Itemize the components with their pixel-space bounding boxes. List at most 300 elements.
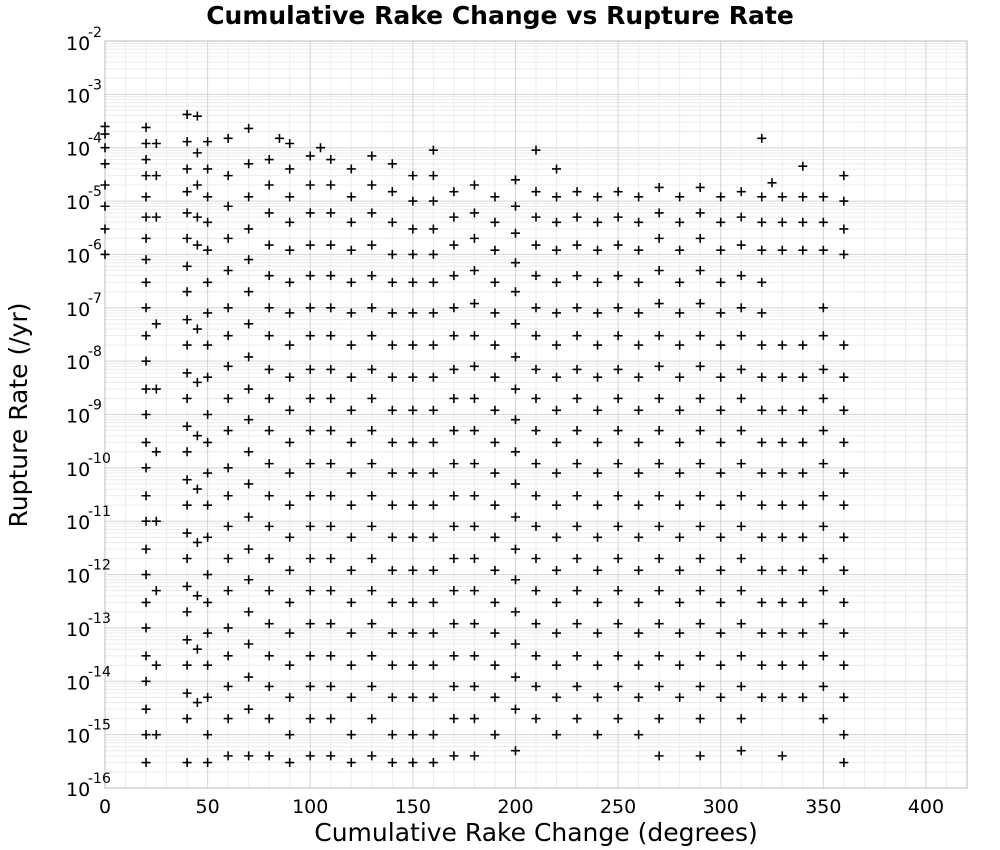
data-point (737, 241, 746, 250)
data-point (593, 218, 602, 227)
data-point (408, 730, 417, 739)
data-point (367, 271, 376, 280)
data-point (193, 213, 202, 222)
data-point (593, 661, 602, 670)
data-point (449, 303, 458, 312)
data-point (265, 651, 274, 660)
data-point (152, 447, 161, 456)
data-point (573, 303, 582, 312)
data-point (593, 373, 602, 382)
data-point (326, 394, 335, 403)
y-tick-exponent: -6 (88, 237, 102, 254)
data-point (696, 554, 705, 563)
data-point (326, 331, 335, 340)
data-point (142, 139, 151, 148)
data-point (573, 714, 582, 723)
data-point (142, 171, 151, 180)
data-point (183, 501, 192, 510)
data-point (449, 241, 458, 250)
data-point (142, 385, 151, 394)
data-point (552, 661, 561, 670)
data-point (655, 714, 664, 723)
y-tick-label (66, 131, 102, 161)
y-tick-exponent: -15 (88, 717, 111, 734)
data-point (224, 303, 233, 312)
data-point (449, 394, 458, 403)
data-point (306, 181, 315, 190)
data-point (634, 693, 643, 702)
data-point (614, 554, 623, 563)
data-point (183, 554, 192, 563)
data-point (388, 730, 397, 739)
data-point (778, 192, 787, 201)
data-point (142, 570, 151, 579)
data-point (326, 426, 335, 435)
data-point (716, 278, 725, 287)
data-point (778, 751, 787, 760)
data-point (306, 586, 315, 595)
data-point (388, 406, 397, 415)
data-point (244, 705, 253, 714)
data-point (408, 278, 417, 287)
data-point (408, 693, 417, 702)
data-point (634, 278, 643, 287)
data-point (470, 331, 479, 340)
data-point (634, 598, 643, 607)
data-point (490, 246, 499, 255)
data-point (449, 459, 458, 468)
y-tick-exponent: -7 (88, 290, 102, 307)
data-point (757, 406, 766, 415)
data-point (183, 341, 192, 350)
data-point (614, 241, 623, 250)
data-point (388, 341, 397, 350)
data-point (573, 394, 582, 403)
data-point (142, 758, 151, 767)
data-point (573, 459, 582, 468)
data-point (408, 197, 417, 206)
data-point (265, 394, 274, 403)
data-point (778, 566, 787, 575)
data-point (449, 751, 458, 760)
data-point (696, 751, 705, 760)
data-point (757, 533, 766, 542)
data-point (696, 183, 705, 192)
data-point (326, 303, 335, 312)
data-point (552, 501, 561, 510)
data-point (347, 406, 356, 415)
y-tick-base: 10 (66, 565, 91, 588)
y-tick-label (66, 664, 111, 694)
data-point (798, 373, 807, 382)
data-point (408, 598, 417, 607)
data-point (285, 598, 294, 607)
data-point (142, 123, 151, 132)
data-point (388, 218, 397, 227)
data-point (224, 751, 233, 760)
data-point (429, 730, 438, 739)
y-tick-base: 10 (66, 245, 91, 268)
data-point (614, 271, 623, 280)
x-tick-label: 0 (98, 796, 112, 818)
data-point (347, 693, 356, 702)
data-point (655, 751, 664, 760)
data-point (142, 491, 151, 500)
data-point (193, 591, 202, 600)
data-point (655, 299, 664, 308)
data-point (532, 651, 541, 660)
data-point (737, 303, 746, 312)
data-point (152, 586, 161, 595)
data-point (244, 639, 253, 648)
data-point (152, 213, 161, 222)
data-point (347, 341, 356, 350)
data-point (737, 586, 746, 595)
data-point (593, 598, 602, 607)
y-tick-base: 10 (66, 458, 91, 481)
y-tick-label (66, 184, 102, 214)
data-point (306, 394, 315, 403)
data-point (203, 438, 212, 447)
data-point (696, 234, 705, 243)
data-point (347, 598, 356, 607)
data-point (532, 586, 541, 595)
data-point (511, 319, 520, 328)
data-point (449, 554, 458, 563)
data-point (203, 218, 212, 227)
y-tick-base: 10 (66, 192, 91, 215)
data-point (326, 491, 335, 500)
data-point (798, 693, 807, 702)
data-point (244, 192, 253, 201)
data-point (614, 619, 623, 628)
data-point (737, 271, 746, 280)
data-point (716, 598, 725, 607)
data-point (183, 234, 192, 243)
data-point (614, 586, 623, 595)
data-point (285, 501, 294, 510)
data-point (388, 278, 397, 287)
data-point (737, 491, 746, 500)
data-point (839, 758, 848, 767)
data-point (470, 394, 479, 403)
data-point (511, 639, 520, 648)
y-tick-label (66, 558, 111, 588)
data-point (224, 491, 233, 500)
data-point (675, 278, 684, 287)
data-point (285, 278, 294, 287)
data-point (449, 619, 458, 628)
data-point (757, 192, 766, 201)
data-point (203, 278, 212, 287)
data-point (203, 533, 212, 542)
data-point (634, 533, 643, 542)
data-point (142, 438, 151, 447)
data-point (429, 566, 438, 575)
data-point (224, 623, 233, 632)
data-point (655, 426, 664, 435)
data-point (183, 110, 192, 119)
y-tick-label (66, 344, 102, 374)
y-tick-label (66, 718, 111, 748)
data-point (552, 730, 561, 739)
data-point (285, 192, 294, 201)
data-point (429, 406, 438, 415)
data-point (716, 501, 725, 510)
data-point (388, 758, 397, 767)
data-point (798, 661, 807, 670)
data-point (634, 192, 643, 201)
y-tick-exponent: -8 (88, 344, 102, 361)
data-point (511, 545, 520, 554)
data-point (614, 491, 623, 500)
data-point (224, 586, 233, 595)
data-point (326, 271, 335, 280)
data-point (429, 661, 438, 670)
data-point (696, 714, 705, 723)
data-point (552, 438, 561, 447)
data-point (593, 730, 602, 739)
data-point (778, 533, 787, 542)
data-point (347, 533, 356, 542)
data-point (152, 661, 161, 670)
y-tick-base: 10 (66, 618, 91, 641)
data-point (367, 619, 376, 628)
data-point (326, 241, 335, 250)
data-point (839, 406, 848, 415)
data-point (768, 178, 777, 187)
data-point (449, 586, 458, 595)
data-point (224, 266, 233, 275)
data-point (737, 394, 746, 403)
data-point (819, 394, 828, 403)
y-tick-base: 10 (66, 352, 91, 375)
data-point (306, 651, 315, 660)
data-point (593, 693, 602, 702)
data-point (573, 651, 582, 660)
data-point (265, 271, 274, 280)
data-point (737, 331, 746, 340)
data-point (839, 171, 848, 180)
data-point (285, 730, 294, 739)
data-point (490, 501, 499, 510)
data-point (203, 410, 212, 419)
data-point (203, 501, 212, 510)
data-point (552, 218, 561, 227)
data-point (388, 501, 397, 510)
y-tick-base: 10 (66, 512, 91, 535)
y-tick-label (66, 398, 102, 428)
data-point (408, 406, 417, 415)
data-point (634, 406, 643, 415)
data-point (490, 406, 499, 415)
data-point (429, 171, 438, 180)
y-tick-exponent: -13 (88, 610, 111, 627)
data-point (737, 426, 746, 435)
data-point (408, 661, 417, 670)
y-tick-label (66, 611, 111, 641)
data-point (388, 693, 397, 702)
data-point (634, 373, 643, 382)
data-point (285, 373, 294, 382)
data-point (614, 394, 623, 403)
data-point (326, 586, 335, 595)
data-point (839, 341, 848, 350)
data-point (490, 192, 499, 201)
data-point (511, 175, 520, 184)
data-point (573, 554, 582, 563)
data-point (696, 586, 705, 595)
x-tick-label: 300 (702, 796, 739, 818)
data-point (614, 303, 623, 312)
data-point (614, 187, 623, 196)
data-point (490, 341, 499, 350)
data-point (193, 645, 202, 654)
data-point (532, 303, 541, 312)
data-point (285, 693, 294, 702)
data-point (367, 181, 376, 190)
data-point (388, 533, 397, 542)
data-point (757, 278, 766, 287)
x-tick-label: 250 (599, 796, 637, 818)
data-point (490, 533, 499, 542)
data-point (757, 598, 766, 607)
data-point (244, 159, 253, 168)
data-point (203, 598, 212, 607)
data-point (285, 661, 294, 670)
data-point (285, 566, 294, 575)
data-point (532, 714, 541, 723)
data-point (819, 459, 828, 468)
data-point (244, 385, 253, 394)
data-point (634, 218, 643, 227)
data-point (265, 181, 274, 190)
data-point (193, 485, 202, 494)
data-point (696, 459, 705, 468)
data-point (778, 341, 787, 350)
data-point (490, 693, 499, 702)
data-point (347, 566, 356, 575)
data-point (470, 299, 479, 308)
data-point (285, 164, 294, 173)
data-point (367, 554, 376, 563)
data-point (532, 459, 541, 468)
y-tick-exponent: -3 (88, 77, 102, 94)
data-point (193, 112, 202, 121)
data-point (347, 164, 356, 173)
data-point (634, 246, 643, 255)
data-point (449, 714, 458, 723)
data-point (757, 661, 766, 670)
data-point (532, 187, 541, 196)
data-point (716, 246, 725, 255)
data-point (429, 250, 438, 259)
data-point (429, 278, 438, 287)
data-point (470, 619, 479, 628)
data-point (634, 438, 643, 447)
data-point (285, 406, 294, 415)
data-point (429, 373, 438, 382)
data-point (593, 192, 602, 201)
y-tick-base: 10 (66, 405, 91, 428)
data-point (819, 192, 828, 201)
data-point (655, 554, 664, 563)
data-point (839, 438, 848, 447)
data-point (347, 218, 356, 227)
data-point (306, 303, 315, 312)
data-point (449, 271, 458, 280)
data-point (429, 598, 438, 607)
data-point (593, 501, 602, 510)
y-tick-exponent: -9 (88, 397, 102, 414)
data-point (655, 234, 664, 243)
data-point (224, 463, 233, 472)
data-point (306, 751, 315, 760)
data-point (490, 598, 499, 607)
data-point (696, 619, 705, 628)
data-point (839, 693, 848, 702)
data-point (265, 303, 274, 312)
data-point (532, 241, 541, 250)
data-point (757, 438, 766, 447)
data-point (573, 213, 582, 222)
data-point (326, 651, 335, 660)
data-point (183, 661, 192, 670)
data-point (142, 331, 151, 340)
data-point (306, 714, 315, 723)
data-point (193, 241, 202, 250)
data-point (552, 533, 561, 542)
data-point (347, 278, 356, 287)
data-point (819, 714, 828, 723)
data-point (696, 426, 705, 435)
data-point (429, 224, 438, 233)
data-point (490, 566, 499, 575)
data-point (798, 566, 807, 575)
data-point (490, 661, 499, 670)
data-point (839, 224, 848, 233)
data-point (429, 758, 438, 767)
data-point (367, 426, 376, 435)
data-point (429, 197, 438, 206)
data-point (408, 758, 417, 767)
data-point (203, 164, 212, 173)
data-point (429, 501, 438, 510)
data-point (819, 426, 828, 435)
data-point (224, 394, 233, 403)
data-point (224, 651, 233, 660)
data-point (265, 586, 274, 595)
data-point (593, 566, 602, 575)
data-point (655, 651, 664, 660)
data-point (675, 693, 684, 702)
data-point (655, 266, 664, 275)
data-point (244, 512, 253, 521)
data-point (778, 693, 787, 702)
data-point (265, 426, 274, 435)
data-point (142, 517, 151, 526)
data-point (203, 137, 212, 146)
data-point (193, 538, 202, 547)
data-point (470, 266, 479, 275)
data-point (573, 491, 582, 500)
data-point (326, 619, 335, 628)
data-point (285, 341, 294, 350)
data-point (193, 431, 202, 440)
data-point (798, 533, 807, 542)
data-point (614, 459, 623, 468)
data-point (224, 426, 233, 435)
